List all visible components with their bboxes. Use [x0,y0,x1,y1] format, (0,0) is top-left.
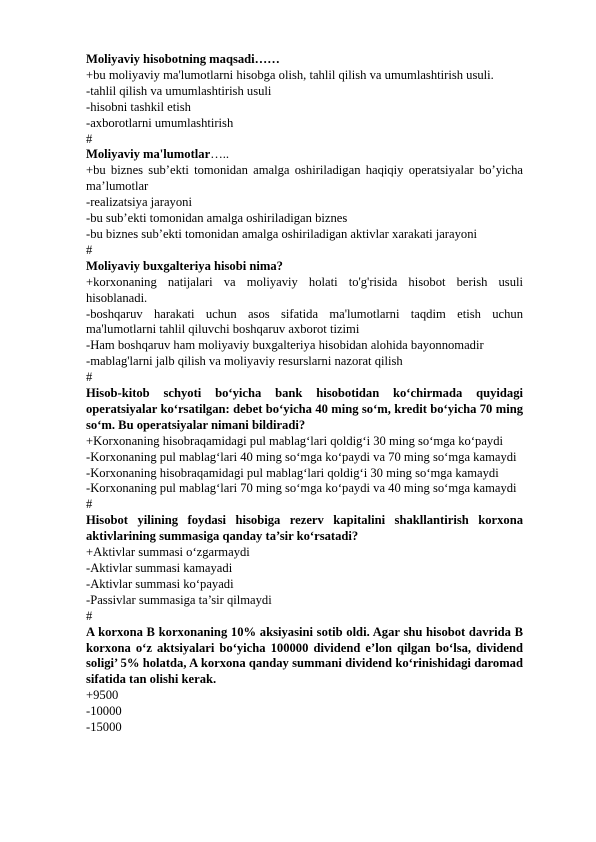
separator: # [86,497,93,512]
answer-option: +bu moliyaviy ma'lumotlarni hisobga olish, tahlil qilish va umumlashtirish usuli. [86,67,494,82]
answer-option: -hisobni tashkil etish [86,99,191,114]
answer-option: -axborotlarni umumlashtirish [86,115,234,130]
answer-option: -10000 [86,704,122,719]
question-text: Moliyaviy buxgalteriya hisobi nima? [86,258,283,273]
answer-option: -Ham boshqaruv ham moliyaviy buxgalteriya hisobidan alohida bayonnomadir [86,338,484,353]
answer-option: -mablag'larni jalb qilish va moliyaviy resurslarni nazorat qilish [86,354,403,369]
answer-option: -15000 [86,720,122,735]
separator: # [86,608,93,623]
question-suffix: ….. [210,147,230,162]
answer-option: -Korxonaning pul mablag‘lari 40 ming so‘mga ko‘paydi va 70 ming so‘mga kamaydi [86,449,517,464]
answer-option: +bu biznes sub’ekti tomonidan amalga oshiriladigan haqiqiy operatsiyalar bo’yicha ma’lumotlar [86,163,523,194]
answer-option: +Korxonaning hisobraqamidagi pul mablag‘lari qoldig‘i 30 ming so‘mga ko‘paydi [86,433,504,448]
separator: # [86,131,93,146]
answer-option: -tahlil qilish va umumlashtirish usuli [86,83,272,98]
answer-option: +Aktivlar summasi o‘zgarmaydi [86,545,250,560]
question-line [86,147,523,163]
answer-option: -realizatsiya jarayoni [86,195,192,210]
question-block [86,52,523,147]
question-text: Moliyaviy hisobotning maqsadi…… [86,52,280,66]
answer-option: -Passivlar summasiga ta’sir qilmaydi [86,592,272,607]
answer-option: -Aktivlar summasi ko‘payadi [86,576,234,591]
answer-option: +korxonaning natijalari va moliyaviy holati to'g'risida hisobot berish usuli hisoblanadi. [86,274,523,305]
answer-option: +9500 [86,688,119,703]
question-text: Hisobot yilining foydasi hisobiga rezerv kapitalini shakllantirish korxona aktivlarining summasiga qanday ta’sir ko‘rsatadi? [86,513,523,544]
separator: # [86,370,93,385]
question-text: Hisob-kitob schyoti bo‘yicha bank hisobotidan ko‘chirmada quyidagi operatsiyalar ko‘rsatilgan: debet bo‘yicha 40 ming so‘m, kredit bo‘yicha 70 ming so‘m. Bu operatsiyalar nimani bildiradi? [86,386,523,432]
question-block [86,513,523,624]
answer-option: -Aktivlar summasi kamayadi [86,561,233,575]
question-block [86,259,523,386]
separator: # [86,242,93,257]
answer-option: -Korxonaning hisobraqamidagi pul mablag‘lari qoldig‘i 30 ming so‘mga kamaydi [86,465,499,480]
question-block [86,386,523,513]
question-text: A korxona B korxonaning 10% aksiyasini sotib oldi. Agar shu hisobot davrida B korxona o‘z aktsiyalari bo‘yicha 100000 dividend e’lon qilgan bo‘lsa, dividend soligi’ 5% holatda, A korxona qanday summani dividend ko‘rinishidagi daromad sifatida tan olishi kerak. [86,624,523,687]
answer-option: -Korxonaning pul mablag‘lari 70 ming so‘mga ko‘paydi va 40 ming so‘mga kamaydi [86,481,517,496]
question-block [86,147,523,258]
answer-option: -bu sub’ekti tomonidan amalga oshiriladigan biznes [86,211,348,226]
document-page [86,52,523,736]
question-block [86,625,523,736]
question-text: Moliyaviy ma'lumotlar [86,147,211,162]
answer-option: -boshqaruv harakati uchun asos sifatida ma'lumotlarni taqdim etish uchun ma'lumotlarni tahlil qiluvchi boshqaruv axborot tizimi [86,306,523,337]
answer-option: -bu biznes sub’ekti tomonidan amalga oshiriladigan aktivlar xarakati jarayoni [86,226,477,241]
